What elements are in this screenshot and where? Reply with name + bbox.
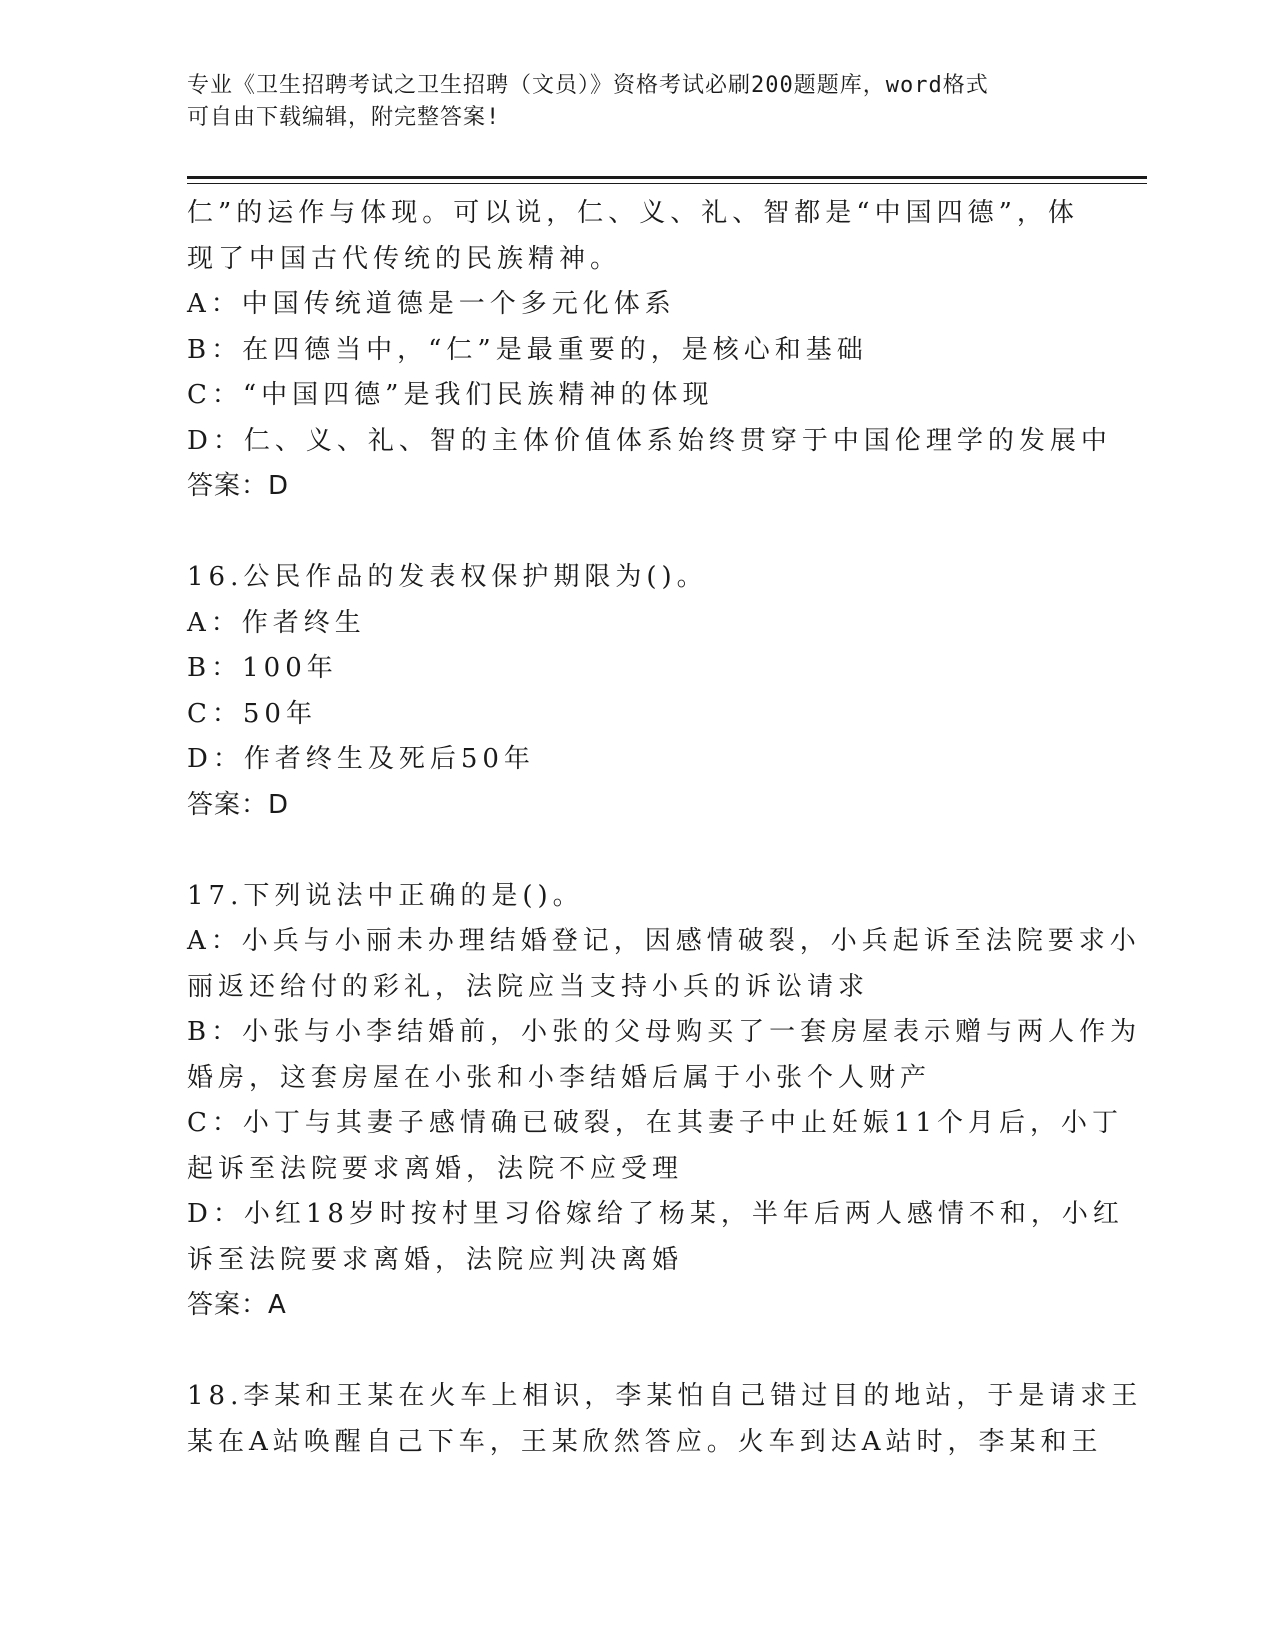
question-17-option-d-line-1: D：小红18岁时按村里习俗嫁给了杨某，半年后两人感情不和，小红 — [187, 1199, 1124, 1229]
question-16-option-d: D：作者终生及死后50年 — [187, 744, 535, 774]
question-17-option-c-line-2: 起诉至法院要求离婚，法院不应受理 — [187, 1153, 684, 1184]
question-17 — [187, 874, 1142, 1329]
question-16 — [187, 555, 1087, 828]
question-17-option-b-line-2: 婚房，这套房屋在小张和小李结婚后属于小张个人财产 — [187, 1062, 932, 1093]
question-17-stem: 17.下列说法中正确的是()。 — [187, 880, 584, 911]
question-16-option-b: B：100年 — [187, 653, 338, 683]
question-gap — [187, 1329, 1087, 1375]
header-rule-thick — [187, 176, 1147, 179]
question-15-answer: 答案：D — [187, 471, 290, 501]
question-15-option-c: C：“中国四德”是我们民族精神的体现 — [187, 380, 714, 410]
question-15-stem-line-1: 仁”的运作与体现。可以说，仁、义、礼、智都是“中国四德”，体 — [187, 198, 1079, 228]
question-17-option-a-line-1: A：小兵与小丽未办理结婚登记，因感情破裂，小兵起诉至法院要求小 — [187, 926, 1141, 956]
question-15-option-a: A：中国传统道德是一个多元化体系 — [187, 289, 676, 319]
question-16-option-c: C：50年 — [187, 698, 317, 729]
question-15-option-b: B：在四德当中，“仁”是最重要的，是核心和基础 — [187, 334, 868, 365]
question-18-stem-line-2: 某在A站唤醒自己下车，王某欣然答应。火车到达A站时，李某和王 — [187, 1426, 1103, 1457]
header-title-line-2: 可自由下载编辑，附完整答案! — [187, 105, 501, 130]
question-17-option-b-line-1: B：小张与小李结婚前，小张的父母购买了一套房屋表示赠与两人作为 — [187, 1017, 1142, 1047]
question-18 — [187, 1374, 1143, 1465]
question-15-stem-line-2: 现了中国古代传统的民族精神。 — [187, 243, 622, 274]
question-17-option-a-line-2: 丽返还给付的彩礼，法院应当支持小兵的诉讼请求 — [187, 971, 870, 1002]
question-gap — [187, 510, 1087, 556]
question-16-option-a: A：作者终生 — [187, 607, 366, 638]
question-15 — [187, 191, 1112, 510]
document-header — [187, 70, 1067, 134]
question-17-option-c-line-1: C：小丁与其妻子感情确已破裂，在其妻子中止妊娠11个月后，小丁 — [187, 1108, 1123, 1138]
header-rule-thin — [187, 183, 1147, 184]
question-gap — [187, 828, 1087, 874]
question-17-option-d-line-2: 诉至法院要求离婚，法院应判决离婚 — [187, 1244, 684, 1275]
question-18-stem-line-1: 18.李某和王某在火车上相识，李某怕自己错过目的地站，于是请求王 — [187, 1381, 1143, 1411]
question-17-answer: 答案：A — [187, 1290, 287, 1320]
document-body — [187, 191, 1143, 1465]
header-title-line-1: 专业《卫生招聘考试之卫生招聘（文员）》资格考试必刷200题题库，word格式 — [187, 73, 989, 98]
question-16-stem: 16.公民作品的发表权保护期限为()。 — [187, 562, 708, 592]
question-15-option-d: D：仁、义、礼、智的主体价值体系始终贯穿于中国伦理学的发展中 — [187, 425, 1112, 456]
question-16-answer: 答案：D — [187, 789, 290, 820]
